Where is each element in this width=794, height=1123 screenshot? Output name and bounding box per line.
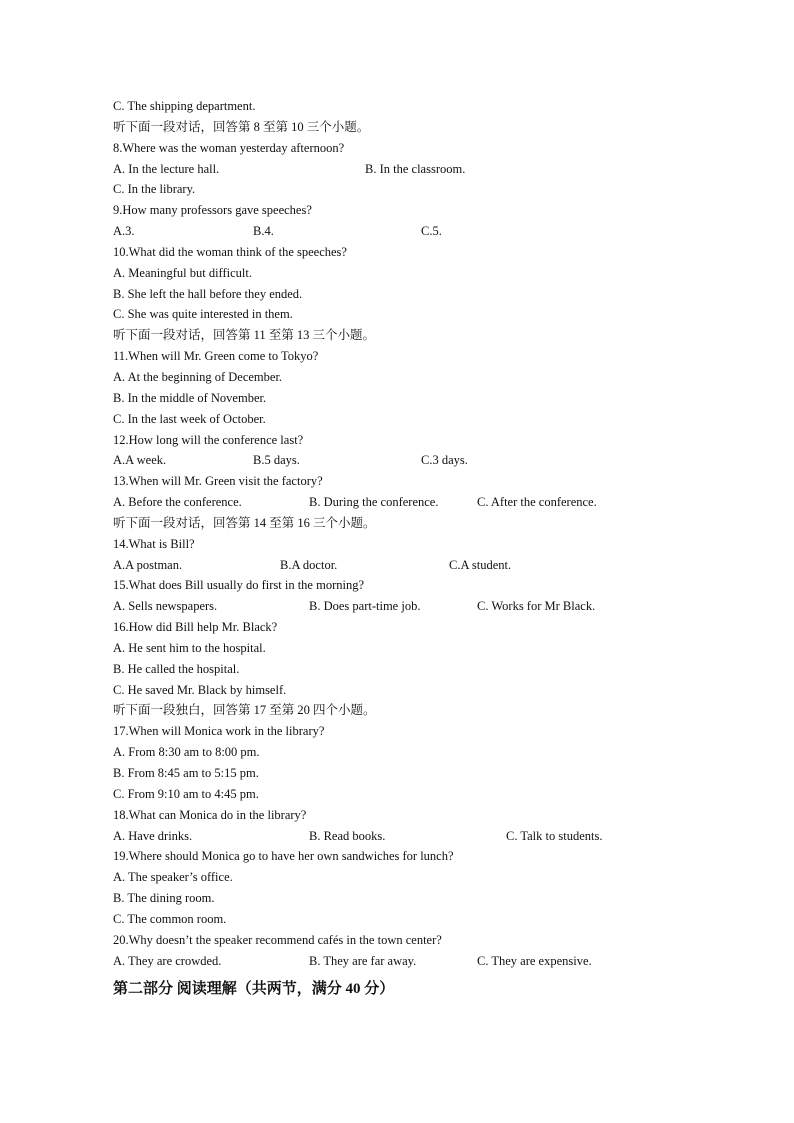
answer-option: C. In the last week of October. — [113, 411, 266, 426]
answer-option: A.A week. — [113, 453, 167, 468]
answer-option: A. Have drinks. — [113, 828, 193, 843]
answer-option: B. From 8:45 am to 5:15 pm. — [113, 766, 259, 780]
answer-option: B. She left the hall before they ended. — [113, 286, 303, 301]
options-row — [113, 596, 693, 617]
answer-option: C. The shipping department. — [113, 99, 256, 113]
answer-option: C. From 9:10 am to 4:45 pm. — [113, 786, 259, 801]
options-row — [113, 450, 693, 471]
answer-option: B.5 days. — [253, 453, 300, 468]
answer-option: B.A doctor. — [280, 557, 338, 572]
question-line: 10.What did the woman think of the speeches? — [113, 244, 347, 259]
answer-option: C. She was quite interested in them. — [113, 307, 293, 322]
question-line: 12.How long will the conference last? — [113, 432, 304, 447]
answer-option: C.3 days. — [421, 453, 468, 468]
answer-option: A. At the beginning of December. — [113, 369, 283, 384]
answer-option: C. He saved Mr. Black by himself. — [113, 682, 287, 697]
question-line: 20.Why doesn’t the speaker recommend cafés in the town center? — [113, 932, 442, 947]
answer-option: A.A postman. — [113, 557, 183, 572]
instruction-line: 听下面一段对话，回答第 8 至第 10 三个小题。 — [113, 119, 370, 134]
options-row — [113, 555, 693, 576]
answer-option: B. During the conference. — [309, 495, 439, 510]
answer-option: C. Works for Mr Black. — [477, 599, 596, 614]
question-line: 8.Where was the woman yesterday afternoon? — [113, 140, 345, 155]
options-row — [113, 159, 693, 180]
answer-option: B. Read books. — [309, 828, 386, 843]
answer-option: B. Does part-time job. — [309, 599, 421, 614]
answer-option: C. They are expensive. — [477, 953, 592, 968]
answer-option: A. Before the conference. — [113, 495, 242, 510]
instruction-line: 听下面一段独白，回答第 17 至第 20 四个小题。 — [113, 703, 376, 718]
options-row — [113, 492, 693, 513]
answer-option: B. He called the hospital. — [113, 661, 240, 676]
question-line: 16.How did Bill help Mr. Black? — [113, 620, 278, 635]
answer-option: B. The dining room. — [113, 891, 215, 906]
answer-option: A. He sent him to the hospital. — [113, 640, 266, 655]
answer-option: C. In the library. — [113, 182, 196, 197]
answer-option: B. In the middle of November. — [113, 390, 267, 405]
question-line: 15.What does Bill usually do first in the morning? — [113, 578, 365, 593]
question-line: 18.What can Monica do in the library? — [113, 807, 307, 822]
answer-option: A. From 8:30 am to 8:00 pm. — [113, 745, 260, 760]
answer-option: A. The speaker’s office. — [113, 870, 233, 885]
answer-option: A. Meaningful but difficult. — [113, 265, 252, 280]
question-line: 17.When will Monica work in the library? — [113, 724, 325, 739]
instruction-line: 听下面一段对话，回答第 14 至第 16 三个小题。 — [113, 515, 376, 530]
section-heading: 第二部分 阅读理解（共两节，满分 40 分） — [113, 981, 395, 998]
answer-option: B.4. — [253, 224, 274, 239]
answer-option: B. They are far away. — [309, 953, 417, 968]
question-line: 9.How many professors gave speeches? — [113, 203, 312, 218]
answer-option: A. They are crowded. — [113, 953, 222, 968]
question-line: 14.What is Bill? — [113, 536, 195, 551]
options-row — [113, 221, 693, 242]
answer-option: A.3. — [113, 224, 135, 239]
answer-option: C.A student. — [449, 557, 512, 572]
answer-option: A. In the lecture hall. — [113, 161, 220, 176]
answer-option: C. The common room. — [113, 911, 227, 926]
answer-option: A. Sells newspapers. — [113, 599, 218, 614]
question-line: 19.Where should Monica go to have her own sandwiches for lunch? — [113, 849, 454, 864]
document-page — [113, 96, 693, 1001]
question-line: 11.When will Mr. Green come to Tokyo? — [113, 349, 319, 364]
answer-option: C. Talk to students. — [506, 828, 603, 843]
answer-option: C. After the conference. — [477, 495, 597, 510]
answer-option: B. In the classroom. — [365, 161, 466, 176]
answer-option: C.5. — [421, 224, 442, 239]
options-row — [113, 826, 693, 847]
instruction-line: 听下面一段对话，回答第 11 至第 13 三个小题。 — [113, 328, 376, 343]
question-line: 13.When will Mr. Green visit the factory? — [113, 474, 323, 489]
options-row — [113, 951, 693, 972]
